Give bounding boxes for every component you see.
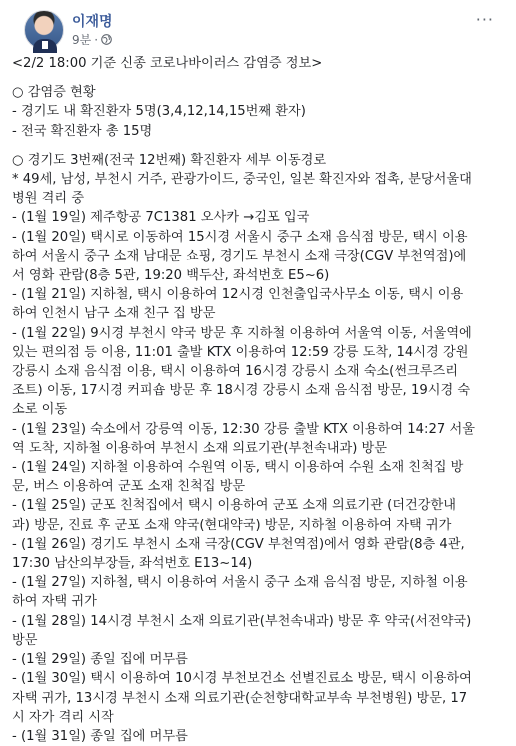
- post-text-line: - (1월 24일) 지하철 이용하여 수원역 이동, 택시 이용하여 수원 소재 친척집 방: [12, 460, 464, 476]
- post-text-line: - (1월 21일) 지하철, 택시 이용하여 12시경 인천출입국사무소 이동, 택시 이용: [12, 287, 464, 303]
- post-text-line: 17:30 남산의부장들, 좌석번호 E13~14): [12, 556, 253, 572]
- post-text-line: 방문: [12, 632, 38, 648]
- post-meta: 9분 ·: [72, 31, 112, 48]
- post-time[interactable]: 9분: [72, 33, 92, 47]
- paragraph-gap: [12, 141, 504, 151]
- post-text-line: - (1월 27일) 지하철, 택시 이용하여 서울시 중구 소재 음식점 방문, 지하철 이용: [12, 575, 468, 591]
- post-text-line: 자택 귀가, 13시경 부천시 소재 의료기관(순천향대학교부속 부천병원) 방문, 17: [12, 690, 468, 706]
- post-text-line: - (1월 30일) 택시 이용하여 10시경 부천보건소 선별진료소 방문, 택시 이용하여: [12, 671, 472, 687]
- post-text-line: 하여 서울시 중구 소재 남대문 쇼핑, 경기도 부천시 소재 극장(CGV 부천역점)에: [12, 248, 467, 264]
- post-text-line: 역 도착, 지하철 이용하여 부천시 소재 의료기관(부천속내과) 방문: [12, 440, 388, 456]
- paragraph-gap: [12, 73, 504, 83]
- more-options-icon[interactable]: ···: [475, 10, 494, 29]
- post-text-line: - 전국 확진환자 총 15명: [12, 123, 153, 139]
- post-text: [12, 54, 504, 746]
- post-text-line: 소로 이동: [12, 402, 68, 418]
- post-text-line: ○ 경기도 3번째(전국 12번째) 확진환자 세부 이동경로: [12, 152, 327, 168]
- post-text-line: - (1월 19일) 제주항공 7C1381 오사카 →김포 입국: [12, 210, 310, 226]
- post-text-line: - 경기도 내 확진환자 5명(3,4,12,14,15번째 환자): [12, 104, 306, 120]
- post-text-line: 과) 방문, 진료 후 군포 소재 약국(현대약국) 방문, 지하철 이용하여 자택 귀가: [12, 517, 452, 533]
- post-text-line: 병원 격리 중: [12, 191, 85, 207]
- post-text-line: - (1월 20일) 택시로 이동하여 15시경 서울시 중구 소재 음식점 방문, 택시 이용: [12, 229, 468, 245]
- author-name[interactable]: 이재명: [72, 14, 113, 30]
- post-header: [12, 0, 504, 52]
- post-text-line: 하여 인천시 남구 소재 친구 집 방문: [12, 306, 216, 322]
- post-text-line: - (1월 29일) 종일 집에 머무름: [12, 652, 188, 668]
- globe-icon: [101, 34, 112, 45]
- post-text-line: - (1월 31일) 종일 집에 머무름: [12, 728, 188, 744]
- post-text-line: 시 자가 격리 시작: [12, 709, 114, 725]
- post-text-line: - (1월 28일) 14시경 부천시 소재 의료기관(부천속내과) 방문 후 약국(서전약국): [12, 613, 472, 629]
- post-text-line: 조트) 이동, 17시경 커피숍 방문 후 18시경 강릉시 소재 음식점 방문, 19시경 숙: [12, 383, 471, 399]
- post-text-line: - (1월 22일) 9시경 부천시 약국 방문 후 지하철 이용하여 서울역 이동, 서울역에: [12, 325, 472, 341]
- post-text-line: * 49세, 남성, 부천시 거주, 관광가이드, 중국인, 일본 확진자와 접촉, 분당서울대: [12, 172, 472, 188]
- post-text-line: - (1월 25일) 군포 친척집에서 택시 이용하여 군포 소재 의료기관 (더건강한내: [12, 498, 456, 514]
- post-text-line: - (1월 23일) 숙소에서 강릉역 이동, 12:30 강릉 출발 KTX 이용하여 14:27 서울: [12, 421, 475, 437]
- post-text-line: 문, 버스 이용하여 군포 소재 친척집 방문: [12, 479, 246, 495]
- post-text-line: 하여 자택 귀가: [12, 594, 97, 610]
- post-text-line: 서 영화 관람(8층 5관, 19:20 백두산, 좌석번호 E5~6): [12, 268, 330, 284]
- post-text-line: 강릉시 소재 음식점 이용, 택시 이용하여 16시경 강릉시 소재 숙소(썬크루즈리: [12, 364, 459, 380]
- post-text-line: ○ 감염증 현황: [12, 85, 96, 101]
- post-text-line: - (1월 26일) 경기도 부천시 소재 극장(CGV 부천역점)에서 영화 관람(8층 4관,: [12, 536, 465, 552]
- post-text-line: <2/2 18:00 기준 신종 코로나바이러스 감염증 정보>: [12, 56, 323, 71]
- post-text-line: 있는 편의점 등 이용, 11:01 출발 KTX 이용하여 12:59 강릉 도착, 14시경 강원: [12, 344, 469, 360]
- author-avatar[interactable]: [24, 10, 64, 50]
